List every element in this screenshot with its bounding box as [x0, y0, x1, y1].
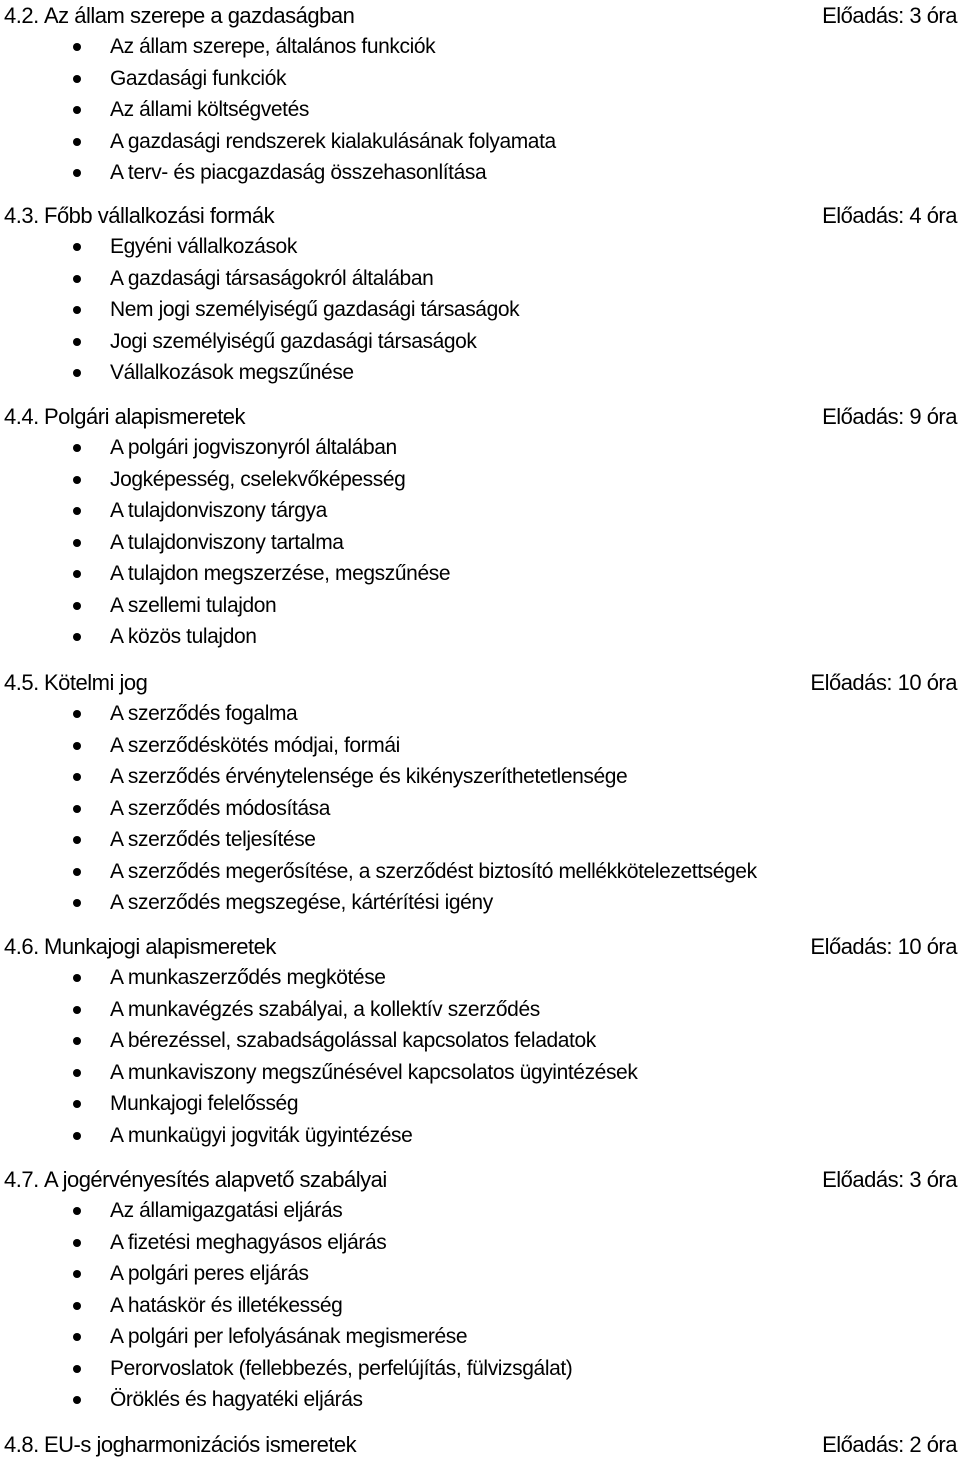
section	[0, 1164, 960, 1416]
bullet-icon	[73, 75, 81, 83]
topic-list	[0, 231, 960, 389]
list-item-text: A polgári jogviszonyról általában	[110, 436, 397, 459]
bullet-icon	[73, 444, 81, 452]
bullet-icon	[73, 243, 81, 251]
section-hours: Előadás: 3 óra	[822, 1167, 957, 1192]
list-item	[0, 1025, 960, 1057]
list-item	[0, 1227, 960, 1259]
section-title: Munkajogi alapismeretek	[44, 934, 276, 959]
section	[0, 200, 960, 389]
bullet-icon	[73, 742, 81, 750]
bullet-icon	[73, 1037, 81, 1045]
list-item-text: A munkaviszony megszűnésével kapcsolatos ügyintézések	[110, 1060, 638, 1084]
list-item-text: A szerződés fogalma	[110, 702, 298, 725]
bullet-icon	[73, 1239, 81, 1247]
list-item-text: A fizetési meghagyásos eljárás	[110, 1230, 387, 1254]
list-item	[0, 1258, 960, 1290]
list-item-text: Az állam szerepe, általános funkciók	[110, 35, 436, 58]
bullet-icon	[73, 338, 81, 346]
bullet-icon	[73, 1207, 81, 1215]
section-hours: Előadás: 9 óra	[822, 404, 957, 429]
section-hours: Előadás: 10 óra	[810, 934, 957, 959]
list-item	[0, 157, 960, 189]
list-item-text: A közös tulajdon	[110, 625, 257, 648]
section-hours: Előadás: 3 óra	[822, 3, 957, 28]
list-item-text: A szerződés teljesítése	[110, 828, 316, 851]
list-item	[0, 357, 960, 389]
list-item-text: A szerződés módosítása	[110, 796, 330, 820]
bullet-icon	[73, 773, 81, 781]
topic-list	[0, 432, 960, 653]
list-item	[0, 464, 960, 496]
section-title: EU-s jogharmonizációs ismeretek	[44, 1432, 357, 1457]
section-hours: Előadás: 2 óra	[822, 1432, 957, 1457]
section-number: 4.5.	[4, 670, 39, 695]
section-title: Kötelmi jog	[44, 670, 148, 695]
list-item	[0, 126, 960, 158]
bullet-icon	[73, 1365, 81, 1373]
bullet-icon	[73, 1302, 81, 1310]
section-title: Polgári alapismeretek	[44, 404, 246, 429]
bullet-icon	[73, 138, 81, 146]
bullet-icon	[73, 1333, 81, 1341]
list-item	[0, 698, 960, 730]
list-item	[0, 1321, 960, 1353]
bullet-icon	[73, 369, 81, 377]
list-item-text: A szerződés érvénytelensége és kikényszeríthetetlensége	[110, 765, 628, 788]
bullet-icon	[73, 1132, 81, 1140]
list-item-text: A tulajdon megszerzése, megszűnése	[110, 562, 451, 585]
section-number: 4.7.	[4, 1167, 39, 1192]
bullet-icon	[73, 1396, 81, 1404]
list-item-text: Perorvoslatok (fellebbezés, perfelújítás, fülvizsgálat)	[110, 1356, 573, 1380]
bullet-icon	[73, 275, 81, 283]
section-hours: Előadás: 4 óra	[822, 203, 957, 228]
list-item-text: A szerződés megszegése, kártérítési igény	[110, 891, 493, 914]
list-item-text: A polgári per lefolyásának megismerése	[110, 1325, 468, 1348]
list-item	[0, 1057, 960, 1089]
list-item	[0, 761, 960, 793]
section-number: 4.3.	[4, 203, 39, 228]
bullet-icon	[73, 306, 81, 314]
list-item-text: A tulajdonviszony tárgya	[110, 499, 327, 522]
section-number: 4.4.	[4, 404, 39, 429]
list-item	[0, 263, 960, 295]
list-item-text: A gazdasági rendszerek kialakulásának folyamata	[110, 129, 556, 153]
list-item-text: A szerződéskötés módjai, formái	[110, 733, 400, 757]
topic-list	[0, 1195, 960, 1416]
bullet-icon	[73, 476, 81, 484]
bullet-icon	[73, 570, 81, 578]
list-item	[0, 294, 960, 326]
section-number: 4.6.	[4, 934, 39, 959]
section	[0, 1429, 960, 1460]
list-item	[0, 558, 960, 590]
list-item-text: Egyéni vállalkozások	[110, 235, 297, 258]
list-item-text: A munkaügyi jogviták ügyintézése	[110, 1123, 413, 1147]
list-item	[0, 63, 960, 95]
list-item-text: A bérezéssel, szabadságolással kapcsolatos feladatok	[110, 1029, 596, 1052]
list-item-text: A polgári peres eljárás	[110, 1262, 309, 1285]
list-item	[0, 824, 960, 856]
list-item-text: A terv- és piacgazdaság összehasonlítása	[110, 161, 487, 184]
section	[0, 401, 960, 653]
list-item-text: A szellemi tulajdon	[110, 593, 277, 617]
topic-list	[0, 31, 960, 189]
bullet-icon	[73, 974, 81, 982]
bullet-icon	[73, 106, 81, 114]
list-item-text: A hatáskör és illetékesség	[110, 1293, 343, 1317]
bullet-icon	[73, 1006, 81, 1014]
list-item	[0, 856, 960, 888]
list-item-text: A munkaszerződés megkötése	[110, 966, 386, 989]
list-item-text: A munkavégzés szabályai, a kollektív szerződés	[110, 997, 540, 1021]
list-item	[0, 887, 960, 919]
list-item	[0, 962, 960, 994]
list-item	[0, 527, 960, 559]
list-item	[0, 94, 960, 126]
section-heading	[0, 401, 960, 432]
list-item	[0, 432, 960, 464]
bullet-icon	[73, 43, 81, 51]
list-item	[0, 495, 960, 527]
section-title: A jogérvényesítés alapvető szabályai	[44, 1167, 387, 1192]
section-heading	[0, 0, 960, 31]
list-item-text: A tulajdonviszony tartalma	[110, 530, 344, 554]
list-item	[0, 994, 960, 1026]
list-item	[0, 231, 960, 263]
list-item	[0, 1120, 960, 1152]
section-heading	[0, 200, 960, 231]
bullet-icon	[73, 1270, 81, 1278]
list-item-text: Nem jogi személyiségű gazdasági társaságok	[110, 298, 520, 321]
list-item-text: A szerződés megerősítése, a szerződést biztosító mellékkötelezettségek	[110, 859, 757, 883]
list-item	[0, 1088, 960, 1120]
list-item-text: Gazdasági funkciók	[110, 66, 287, 90]
section-heading	[0, 667, 960, 698]
list-item	[0, 1195, 960, 1227]
bullet-icon	[73, 507, 81, 515]
bullet-icon	[73, 602, 81, 610]
bullet-icon	[73, 805, 81, 813]
list-item-text: Öröklés és hagyatéki eljárás	[110, 1388, 363, 1411]
section-heading	[0, 1164, 960, 1195]
bullet-icon	[73, 1069, 81, 1077]
list-item	[0, 31, 960, 63]
section-heading	[0, 1429, 960, 1460]
list-item	[0, 793, 960, 825]
bullet-icon	[73, 633, 81, 641]
list-item-text: Az állami költségvetés	[110, 98, 309, 121]
list-item-text: Az államigazgatási eljárás	[110, 1199, 343, 1222]
topic-list	[0, 698, 960, 919]
list-item	[0, 621, 960, 653]
list-item-text: Jogképesség, cselekvőképesség	[110, 467, 406, 491]
bullet-icon	[73, 710, 81, 718]
list-item-text: Vállalkozások megszűnése	[110, 361, 354, 384]
section-hours: Előadás: 10 óra	[810, 670, 957, 695]
list-item	[0, 1384, 960, 1416]
list-item	[0, 326, 960, 358]
list-item-text: Munkajogi felelősség	[110, 1092, 299, 1115]
section-number: 4.8.	[4, 1432, 39, 1457]
section-heading	[0, 931, 960, 962]
topic-list	[0, 962, 960, 1151]
section-title: Az állam szerepe a gazdaságban	[44, 3, 355, 28]
bullet-icon	[73, 899, 81, 907]
section	[0, 667, 960, 919]
section-number: 4.2.	[4, 3, 39, 28]
list-item	[0, 590, 960, 622]
list-item	[0, 1353, 960, 1385]
list-item-text: A gazdasági társaságokról általában	[110, 266, 434, 290]
list-item	[0, 1290, 960, 1322]
bullet-icon	[73, 169, 81, 177]
bullet-icon	[73, 539, 81, 547]
list-item-text: Jogi személyiségű gazdasági társaságok	[110, 329, 477, 353]
bullet-icon	[73, 868, 81, 876]
list-item	[0, 730, 960, 762]
bullet-icon	[73, 1100, 81, 1108]
section	[0, 931, 960, 1151]
section-title: Főbb vállalkozási formák	[44, 203, 275, 228]
bullet-icon	[73, 836, 81, 844]
section	[0, 0, 960, 189]
